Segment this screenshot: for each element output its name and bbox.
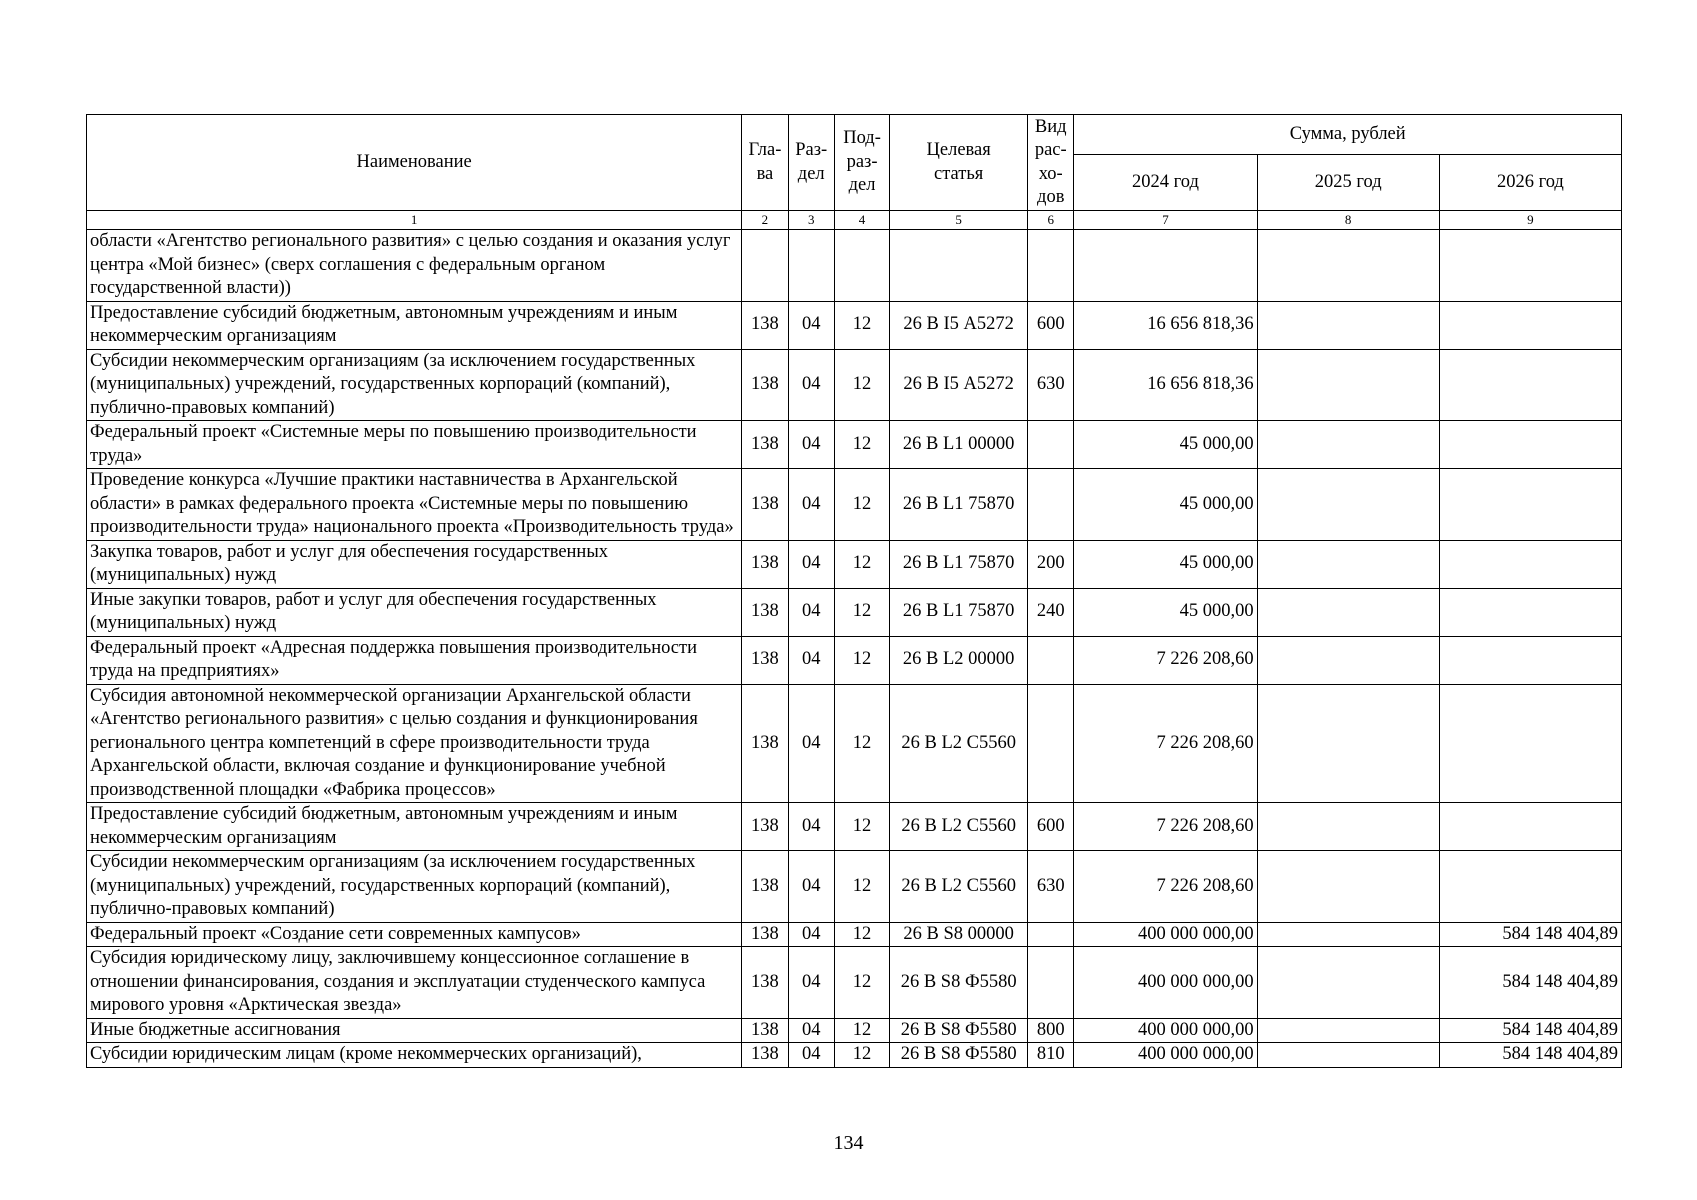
row-celevaya-statya: 26 В L1 75870 [890, 588, 1028, 636]
row-razdel: 04 [788, 588, 834, 636]
row-name: Федеральный проект «Системные меры по повышению производительности труда» [87, 421, 742, 469]
row-vid-rashodov [1028, 636, 1074, 684]
row-sum-2025 [1257, 1043, 1439, 1068]
row-podrazdel: 12 [834, 922, 889, 947]
row-celevaya-statya: 26 В L1 75870 [890, 469, 1028, 541]
row-razdel: 04 [788, 922, 834, 947]
row-sum-2025 [1257, 684, 1439, 803]
table-row [87, 1018, 1622, 1043]
row-sum-2026 [1439, 540, 1621, 588]
row-celevaya-statya: 26 В L2 00000 [890, 636, 1028, 684]
row-glava: 138 [742, 1018, 788, 1043]
row-glava: 138 [742, 947, 788, 1019]
row-sum-2026 [1439, 421, 1621, 469]
row-vid-rashodov: 240 [1028, 588, 1074, 636]
row-celevaya-statya: 26 В L2 С5560 [890, 803, 1028, 851]
row-podrazdel: 12 [834, 851, 889, 923]
row-sum-2026 [1439, 803, 1621, 851]
row-podrazdel: 12 [834, 636, 889, 684]
row-sum-2024: 7 226 208,60 [1074, 803, 1257, 851]
row-glava: 138 [742, 469, 788, 541]
row-podrazdel [834, 230, 889, 302]
column-number: 2 [742, 211, 788, 230]
header-podrazdel: Под- раз- дел [834, 115, 889, 211]
row-razdel [788, 230, 834, 302]
row-name: Федеральный проект «Адресная поддержка повышения производительности труда на предприятиях» [87, 636, 742, 684]
row-name: Проведение конкурса «Лучшие практики наставничества в Архангельской области» в рамках федерального проекта «Системные меры по повышению производительности труда» национального проекта «Производительность труда» [87, 469, 742, 541]
row-razdel: 04 [788, 1018, 834, 1043]
row-celevaya-statya: 26 В S8 00000 [890, 922, 1028, 947]
row-glava [742, 230, 788, 302]
row-sum-2024: 7 226 208,60 [1074, 851, 1257, 923]
row-name: области «Агентство регионального развития» с целью создания и оказания услуг центра «Мой бизнес» (сверх соглашения с федеральным органом государственной власти)) [87, 230, 742, 302]
row-sum-2026 [1439, 301, 1621, 349]
row-sum-2026 [1439, 851, 1621, 923]
header-celevaya-statya: Целевая статья [890, 115, 1028, 211]
header-vid-rashodov: Вид рас- хо- дов [1028, 115, 1074, 211]
table-row [87, 301, 1622, 349]
row-sum-2026 [1439, 588, 1621, 636]
row-vid-rashodov: 630 [1028, 851, 1074, 923]
row-name: Субсидия автономной некоммерческой организации Архангельской области «Агентство регионального развития» с целью создания и функционирования регионального центра компетенций в сфере производительности труда Архангельской области, включая создание и функционирование учебной производственной площадки «Фабрика процессов» [87, 684, 742, 803]
row-razdel: 04 [788, 469, 834, 541]
row-sum-2026 [1439, 469, 1621, 541]
row-sum-2024: 16 656 818,36 [1074, 301, 1257, 349]
row-sum-2024: 45 000,00 [1074, 588, 1257, 636]
row-vid-rashodov [1028, 421, 1074, 469]
row-glava: 138 [742, 588, 788, 636]
row-vid-rashodov [1028, 684, 1074, 803]
row-sum-2026: 584 148 404,89 [1439, 1043, 1621, 1068]
row-sum-2026: 584 148 404,89 [1439, 1018, 1621, 1043]
row-glava: 138 [742, 540, 788, 588]
row-name: Субсидии юридическим лицам (кроме некоммерческих организаций), [87, 1043, 742, 1068]
row-sum-2024: 400 000 000,00 [1074, 922, 1257, 947]
row-celevaya-statya: 26 В S8 Ф5580 [890, 1043, 1028, 1068]
row-celevaya-statya: 26 В L2 С5560 [890, 851, 1028, 923]
row-razdel: 04 [788, 540, 834, 588]
row-glava: 138 [742, 803, 788, 851]
row-podrazdel: 12 [834, 1043, 889, 1068]
row-vid-rashodov: 800 [1028, 1018, 1074, 1043]
row-vid-rashodov [1028, 469, 1074, 541]
column-number: 1 [87, 211, 742, 230]
column-number: 9 [1439, 211, 1621, 230]
row-sum-2025 [1257, 588, 1439, 636]
column-number: 3 [788, 211, 834, 230]
row-sum-2026: 584 148 404,89 [1439, 922, 1621, 947]
row-vid-rashodov [1028, 947, 1074, 1019]
row-podrazdel: 12 [834, 803, 889, 851]
header-summa: Сумма, рублей [1074, 115, 1622, 155]
row-sum-2025 [1257, 803, 1439, 851]
header-year-2026: 2026 год [1439, 155, 1621, 211]
row-sum-2024: 16 656 818,36 [1074, 349, 1257, 421]
row-glava: 138 [742, 922, 788, 947]
row-vid-rashodov: 200 [1028, 540, 1074, 588]
budget-table [86, 114, 1622, 1068]
row-sum-2024: 45 000,00 [1074, 540, 1257, 588]
row-name: Иные закупки товаров, работ и услуг для обеспечения государственных (муниципальных) нужд [87, 588, 742, 636]
row-podrazdel: 12 [834, 469, 889, 541]
column-number: 8 [1257, 211, 1439, 230]
table-row [87, 922, 1622, 947]
row-sum-2025 [1257, 540, 1439, 588]
header-razdel: Раз- дел [788, 115, 834, 211]
row-vid-rashodov: 600 [1028, 301, 1074, 349]
row-name: Предоставление субсидий бюджетным, автономным учреждениям и иным некоммерческим организациям [87, 803, 742, 851]
row-razdel: 04 [788, 301, 834, 349]
page-number: 134 [833, 1132, 864, 1154]
header-glava: Гла- ва [742, 115, 788, 211]
row-sum-2026 [1439, 684, 1621, 803]
row-vid-rashodov: 810 [1028, 1043, 1074, 1068]
row-glava: 138 [742, 684, 788, 803]
table-row [87, 1043, 1622, 1068]
row-vid-rashodov [1028, 922, 1074, 947]
row-glava: 138 [742, 636, 788, 684]
row-sum-2025 [1257, 1018, 1439, 1043]
row-sum-2025 [1257, 469, 1439, 541]
row-vid-rashodov: 600 [1028, 803, 1074, 851]
row-name: Субсидии некоммерческим организациям (за исключением государственных (муниципальных) учреждений, государственных корпораций (компаний), публично-правовых компаний) [87, 851, 742, 923]
row-celevaya-statya: 26 В L1 75870 [890, 540, 1028, 588]
column-number: 4 [834, 211, 889, 230]
header-name: Наименование [87, 115, 742, 211]
row-sum-2024: 400 000 000,00 [1074, 1018, 1257, 1043]
table-row [87, 349, 1622, 421]
row-podrazdel: 12 [834, 1018, 889, 1043]
table-row [87, 947, 1622, 1019]
row-razdel: 04 [788, 684, 834, 803]
row-sum-2024: 45 000,00 [1074, 469, 1257, 541]
column-number: 5 [890, 211, 1028, 230]
row-podrazdel: 12 [834, 540, 889, 588]
column-number: 7 [1074, 211, 1257, 230]
row-sum-2024: 400 000 000,00 [1074, 1043, 1257, 1068]
row-sum-2025 [1257, 922, 1439, 947]
row-sum-2024 [1074, 230, 1257, 302]
row-celevaya-statya: 26 В L2 С5560 [890, 684, 1028, 803]
table-row [87, 540, 1622, 588]
row-sum-2024: 7 226 208,60 [1074, 636, 1257, 684]
row-podrazdel: 12 [834, 588, 889, 636]
table-row [87, 803, 1622, 851]
row-name: Закупка товаров, работ и услуг для обеспечения государственных (муниципальных) нужд [87, 540, 742, 588]
row-sum-2025 [1257, 230, 1439, 302]
row-sum-2026 [1439, 230, 1621, 302]
row-celevaya-statya: 26 В S8 Ф5580 [890, 947, 1028, 1019]
row-sum-2024: 7 226 208,60 [1074, 684, 1257, 803]
row-podrazdel: 12 [834, 421, 889, 469]
row-name: Субсидия юридическому лицу, заключившему концессионное соглашение в отношении финансирования, создания и эксплуатации студенческого кампуса мирового уровня «Арктическая звезда» [87, 947, 742, 1019]
row-razdel: 04 [788, 349, 834, 421]
row-name: Субсидии некоммерческим организациям (за исключением государственных (муниципальных) учреждений, государственных корпораций (компаний), публично-правовых компаний) [87, 349, 742, 421]
row-razdel: 04 [788, 636, 834, 684]
row-podrazdel: 12 [834, 349, 889, 421]
column-number-row [87, 211, 1622, 230]
row-sum-2026: 584 148 404,89 [1439, 947, 1621, 1019]
row-name: Предоставление субсидий бюджетным, автономным учреждениям и иным некоммерческим организациям [87, 301, 742, 349]
row-sum-2025 [1257, 349, 1439, 421]
row-sum-2025 [1257, 947, 1439, 1019]
row-glava: 138 [742, 349, 788, 421]
row-sum-2025 [1257, 636, 1439, 684]
row-sum-2026 [1439, 636, 1621, 684]
table-row [87, 851, 1622, 923]
row-glava: 138 [742, 301, 788, 349]
table-row [87, 588, 1622, 636]
header-year-2025: 2025 год [1257, 155, 1439, 211]
row-celevaya-statya [890, 230, 1028, 302]
row-celevaya-statya: 26 В I5 А5272 [890, 301, 1028, 349]
row-razdel: 04 [788, 1043, 834, 1068]
row-glava: 138 [742, 1043, 788, 1068]
table-row [87, 684, 1622, 803]
row-celevaya-statya: 26 В S8 Ф5580 [890, 1018, 1028, 1043]
row-razdel: 04 [788, 803, 834, 851]
row-name: Иные бюджетные ассигнования [87, 1018, 742, 1043]
table-row [87, 636, 1622, 684]
row-celevaya-statya: 26 В I5 А5272 [890, 349, 1028, 421]
row-sum-2026 [1439, 349, 1621, 421]
table-row [87, 230, 1622, 302]
row-vid-rashodov: 630 [1028, 349, 1074, 421]
row-glava: 138 [742, 851, 788, 923]
row-podrazdel: 12 [834, 684, 889, 803]
row-podrazdel: 12 [834, 947, 889, 1019]
row-razdel: 04 [788, 947, 834, 1019]
table-row [87, 469, 1622, 541]
row-sum-2024: 45 000,00 [1074, 421, 1257, 469]
row-celevaya-statya: 26 В L1 00000 [890, 421, 1028, 469]
row-sum-2025 [1257, 421, 1439, 469]
row-sum-2024: 400 000 000,00 [1074, 947, 1257, 1019]
row-razdel: 04 [788, 421, 834, 469]
row-podrazdel: 12 [834, 301, 889, 349]
row-sum-2025 [1257, 851, 1439, 923]
row-vid-rashodov [1028, 230, 1074, 302]
row-sum-2025 [1257, 301, 1439, 349]
table-row [87, 421, 1622, 469]
column-number: 6 [1028, 211, 1074, 230]
row-glava: 138 [742, 421, 788, 469]
row-razdel: 04 [788, 851, 834, 923]
header-year-2024: 2024 год [1074, 155, 1257, 211]
row-name: Федеральный проект «Создание сети современных кампусов» [87, 922, 742, 947]
